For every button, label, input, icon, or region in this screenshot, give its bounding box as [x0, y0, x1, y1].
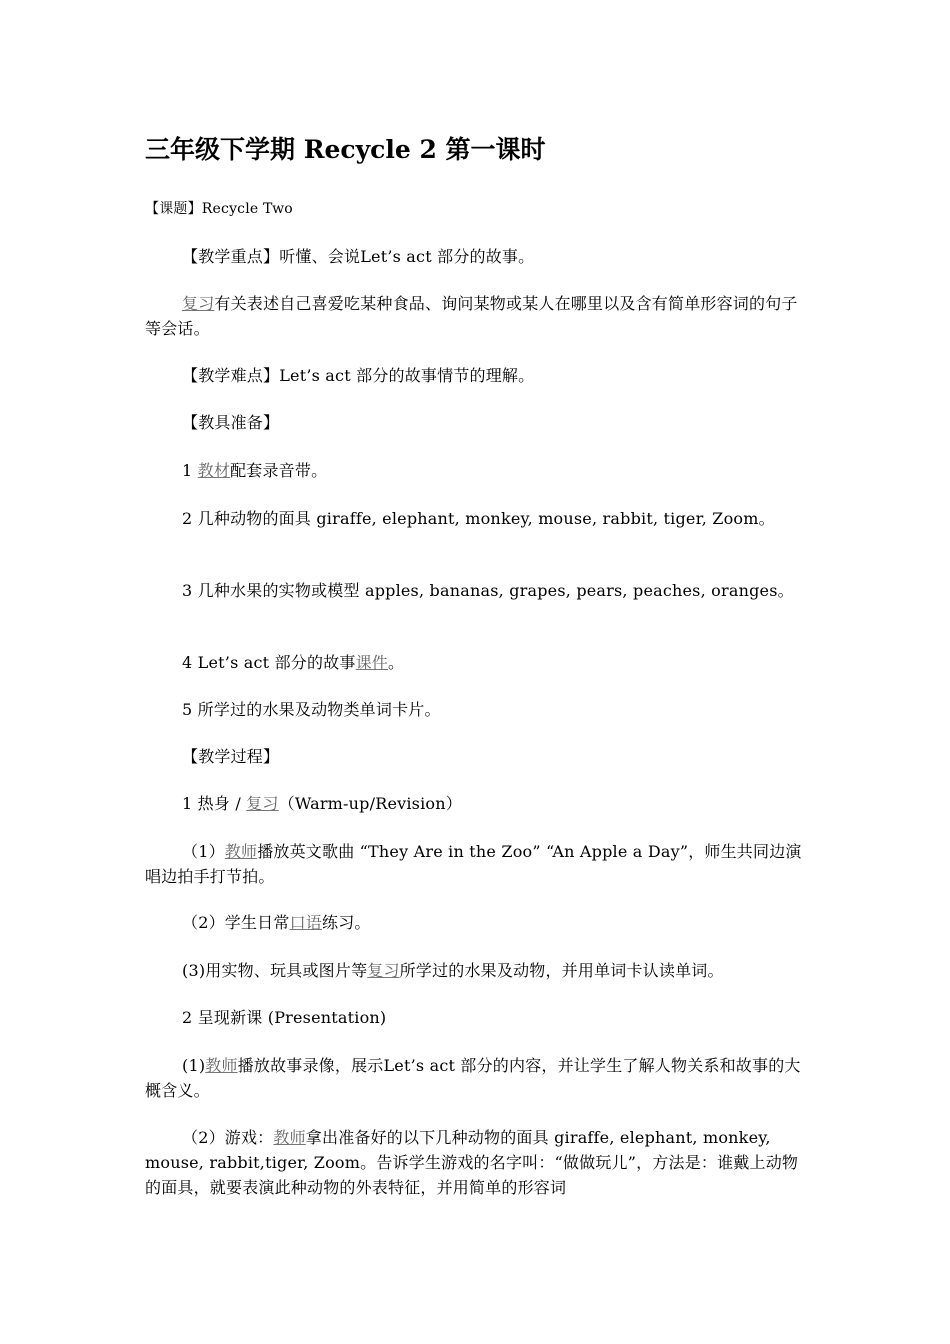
step-1-2-paragraph: [145, 910, 810, 935]
materials-item-5: 5 所学过的水果及动物类单词卡片。: [182, 700, 441, 719]
document-title: 三年级下学期 Recycle 2 第一课时: [145, 135, 546, 164]
item-text: 4 Let’s act 部分的故事: [182, 653, 356, 672]
materials-heading: 【教具准备】: [182, 413, 280, 432]
step-1-3-paragraph: [145, 958, 810, 983]
sub-text: 播放故事录像，展示Let’s act 部分的内容，并让学生了解人物关系和故事的大概含义。: [145, 1056, 801, 1100]
item-text: 配套录音带。: [230, 461, 328, 480]
sub-text-end: 练习。: [322, 913, 371, 932]
review-paragraph: [145, 291, 810, 341]
courseware-link[interactable]: 课件: [355, 653, 388, 672]
teacher-link[interactable]: 教师: [205, 1056, 238, 1075]
step-label: 1 热身 /: [182, 794, 247, 813]
step-label-en: （Warm-up/Revision）: [278, 794, 462, 813]
item-text-end: 。: [388, 653, 405, 672]
materials-item-2: 2 几种动物的面具 giraffe, elephant, monkey, mouse, rabbit, tiger, Zoom。: [182, 509, 775, 528]
materials-item-3: 3 几种水果的实物或模型 apples, bananas, grapes, pears, peaches, oranges。: [182, 581, 794, 600]
materials-item-4: [145, 650, 810, 675]
spoken-language-link[interactable]: 口语: [289, 913, 322, 932]
review-link[interactable]: 复习: [367, 961, 400, 980]
step-2-heading: 2 呈现新课 (Presentation): [182, 1008, 387, 1027]
textbook-link[interactable]: 教材: [197, 461, 231, 480]
item-number: 1: [182, 461, 198, 480]
step-2-2-paragraph: [145, 1125, 810, 1200]
review-link[interactable]: 复习: [246, 794, 279, 813]
sub-text: (3)用实物、玩具或图片等: [182, 961, 368, 980]
sub-text-end: 拿出准备好的以下几种动物的面具 giraffe, elephant, monkey, mouse, rabbit,tiger, Zoom。告诉学生游戏的名字叫：“做做玩儿”，方法是：谁戴上动物的面具，就要表演此种动物的外表特征，并用简单的形容词: [145, 1128, 799, 1197]
sub-text: （2）游戏：: [182, 1128, 274, 1147]
sub-text-end: 所学过的水果及动物，并用单词卡认读单词。: [399, 961, 724, 980]
materials-item-1: [145, 458, 810, 483]
teacher-link[interactable]: 教师: [224, 842, 258, 861]
topic-line: 【课题】Recycle Two: [145, 201, 293, 217]
key-points-paragraph: 【教学重点】听懂、会说Let’s act 部分的故事。: [182, 247, 535, 266]
difficulty-paragraph: 【教学难点】Let’s act 部分的故事情节的理解。: [182, 366, 535, 385]
step-1-heading: [145, 791, 810, 816]
sub-text: 播放英文歌曲 “They Are in the Zoo” “An Apple a Day”，师生共同边演唱边拍手打节拍。: [145, 842, 802, 886]
process-heading: 【教学过程】: [182, 747, 280, 766]
step-1-1-paragraph: [145, 839, 810, 889]
sub-text: （2）学生日常: [182, 913, 290, 932]
teacher-link[interactable]: 教师: [273, 1128, 306, 1147]
step-2-1-paragraph: [145, 1053, 810, 1103]
review-link[interactable]: 复习: [182, 294, 215, 313]
review-text: 有关表述自己喜爱吃某种食品、询问某物或某人在哪里以及含有简单形容词的句子等会话。: [145, 294, 798, 338]
sub-number: （1）: [182, 842, 225, 861]
sub-number: (1): [182, 1056, 206, 1075]
